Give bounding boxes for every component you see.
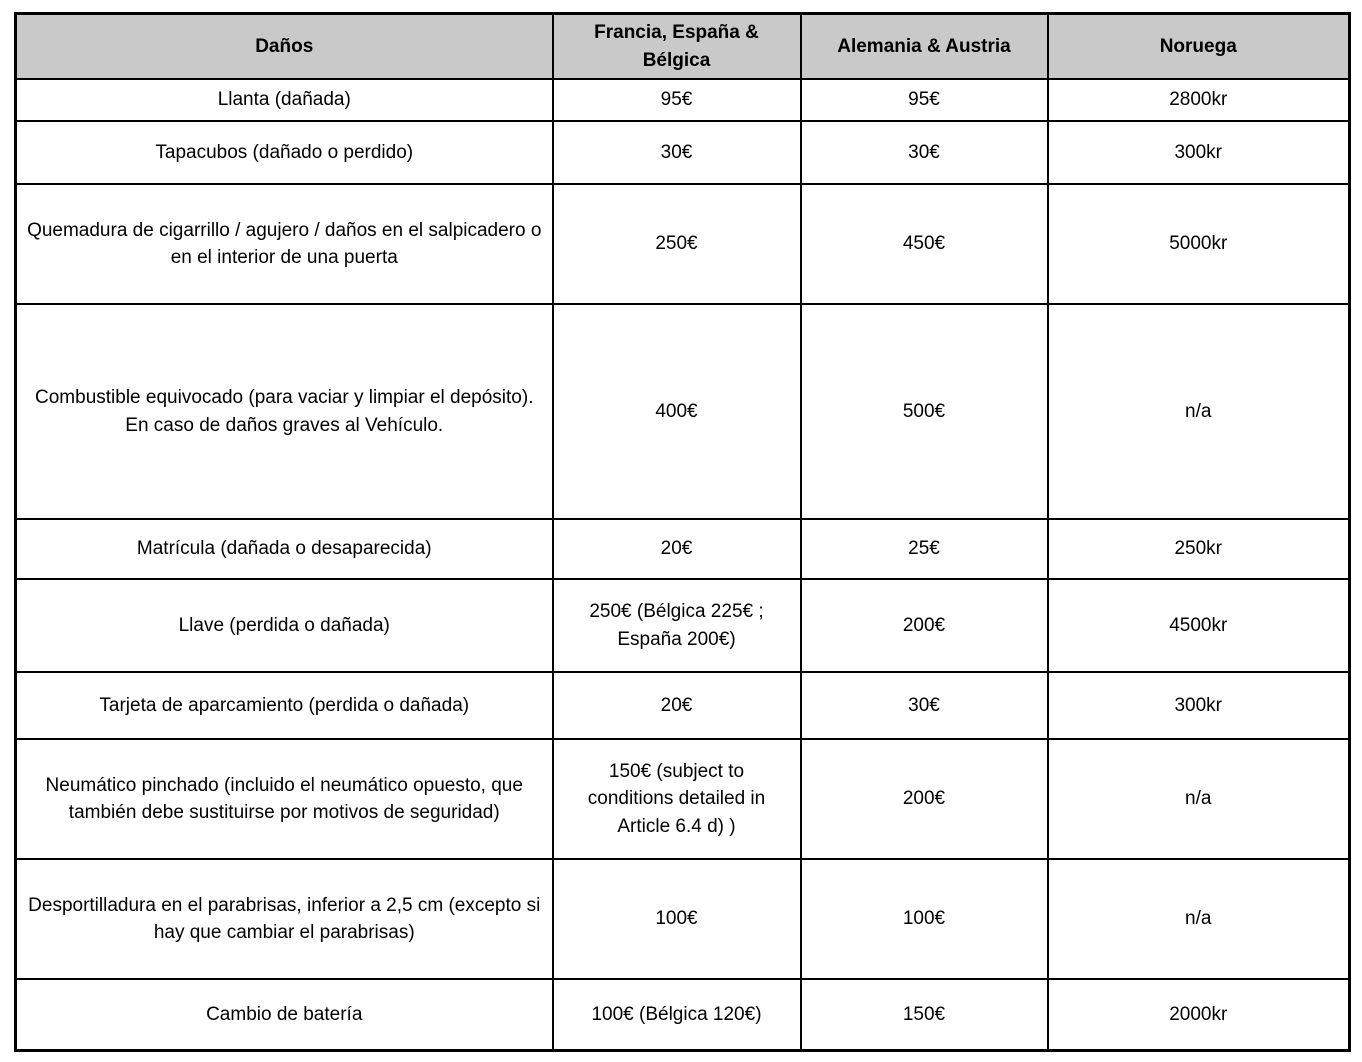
table-row	[16, 79, 1350, 121]
fee-value-cell: 150€	[801, 979, 1048, 1050]
damage-label-cell: Cambio de batería	[16, 979, 553, 1050]
fee-value-cell: 2800kr	[1048, 79, 1350, 121]
damage-label-cell: Matrícula (dañada o desaparecida)	[16, 519, 553, 579]
fee-value-cell: 5000kr	[1048, 184, 1350, 304]
table-row	[16, 579, 1350, 672]
table-row	[16, 304, 1350, 519]
fee-value-cell: 20€	[553, 672, 801, 739]
fee-value-cell: 250kr	[1048, 519, 1350, 579]
fee-value-cell: 300kr	[1048, 672, 1350, 739]
fee-value-cell: 100€	[801, 859, 1048, 979]
fee-value-cell: 95€	[553, 79, 801, 121]
fee-value-cell: 300kr	[1048, 121, 1350, 184]
table-row	[16, 672, 1350, 739]
damage-label-cell: Combustible equivocado (para vaciar y limpiar el depósito). En caso de daños graves al Vehículo.	[16, 304, 553, 519]
damage-label-cell: Tapacubos (dañado o perdido)	[16, 121, 553, 184]
damage-label-cell: Neumático pinchado (incluido el neumático opuesto, que también debe sustituirse por motivos de seguridad)	[16, 739, 553, 859]
fee-value-cell: 100€	[553, 859, 801, 979]
fee-value-cell: 100€ (Bélgica 120€)	[553, 979, 801, 1050]
damage-label-cell: Tarjeta de aparcamiento (perdida o dañada)	[16, 672, 553, 739]
fee-value-cell: 95€	[801, 79, 1048, 121]
fee-value-cell: 450€	[801, 184, 1048, 304]
fee-value-cell: 25€	[801, 519, 1048, 579]
damage-label-cell: Llave (perdida o dañada)	[16, 579, 553, 672]
fee-value-cell: 500€	[801, 304, 1048, 519]
fee-value-cell: n/a	[1048, 304, 1350, 519]
table-row	[16, 979, 1350, 1050]
damage-label-cell: Llanta (dañada)	[16, 79, 553, 121]
fee-value-cell: 2000kr	[1048, 979, 1350, 1050]
fee-value-cell: 250€ (Bélgica 225€ ; España 200€)	[553, 579, 801, 672]
fee-value-cell: 150€ (subject to conditions detailed in Article 6.4 d) )	[553, 739, 801, 859]
header-row	[16, 14, 1350, 80]
table-row	[16, 859, 1350, 979]
damage-label-cell: Quemadura de cigarrillo / agujero / daños en el salpicadero o en el interior de una puerta	[16, 184, 553, 304]
fee-value-cell: 30€	[801, 121, 1048, 184]
table-row	[16, 121, 1350, 184]
fee-value-cell: 30€	[801, 672, 1048, 739]
fee-value-cell: 30€	[553, 121, 801, 184]
table-row	[16, 184, 1350, 304]
column-header: Francia, España & Bélgica	[553, 14, 801, 80]
fee-value-cell: 200€	[801, 739, 1048, 859]
fee-value-cell: 400€	[553, 304, 801, 519]
fee-value-cell: 200€	[801, 579, 1048, 672]
column-header: Noruega	[1048, 14, 1350, 80]
column-header: Alemania & Austria	[801, 14, 1048, 80]
fee-value-cell: n/a	[1048, 739, 1350, 859]
fee-value-cell: 250€	[553, 184, 801, 304]
table-row	[16, 739, 1350, 859]
column-header: Daños	[16, 14, 553, 80]
table-row	[16, 519, 1350, 579]
damage-label-cell: Desportilladura en el parabrisas, inferior a 2,5 cm (excepto si hay que cambiar el parabrisas)	[16, 859, 553, 979]
fee-value-cell: 20€	[553, 519, 801, 579]
damage-fees-table	[14, 12, 1351, 1052]
fee-value-cell: n/a	[1048, 859, 1350, 979]
fee-value-cell: 4500kr	[1048, 579, 1350, 672]
